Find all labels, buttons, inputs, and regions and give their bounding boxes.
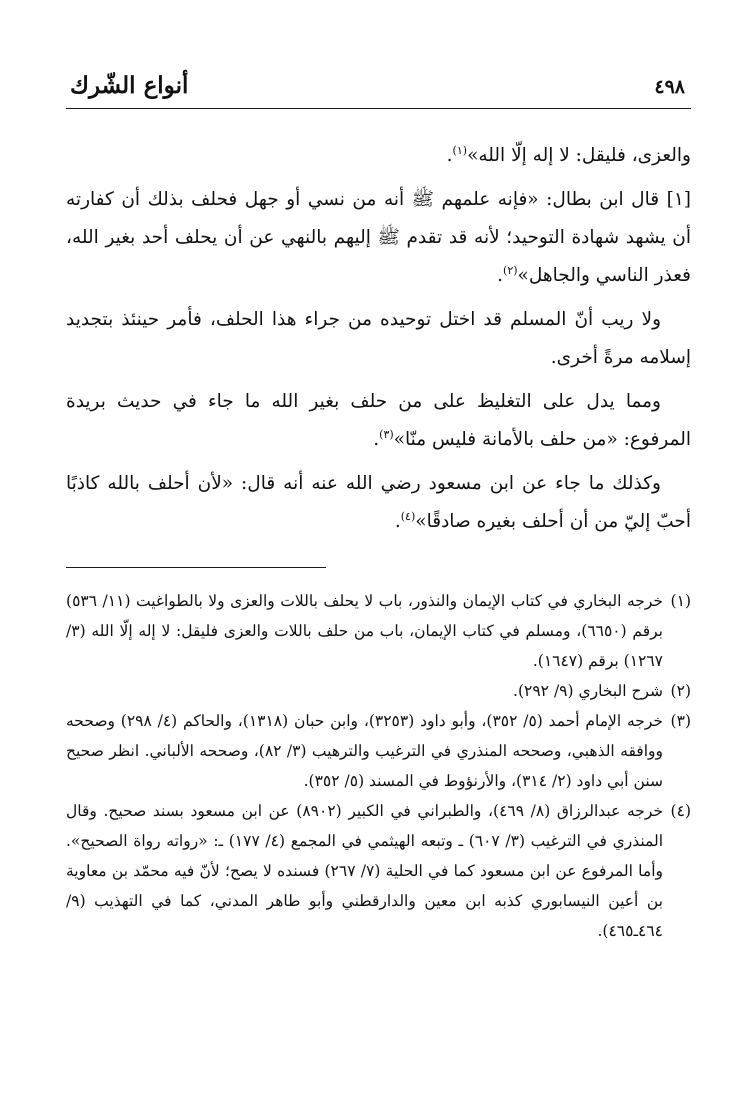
- footnote-text: خرجه عبدالرزاق (٨/ ٤٦٩)، والطبراني في الكبير (٨٩٠٢) عن ابن مسعود بسند صحيح. وقال المنذري في الترغيب (٣/ ٦٠٧) ـ وتبعه الهيثمي في المجمع (٤/ ١٧٧) ـ: «رواته رواة الصحيح». وأما المرفوع عن ابن مسعود كما في الحلية (٧/ ٢٦٧) فسنده لا يصح؛ لأنّ فيه محمّد بن معاوية بن أعين النيسابوري كذبه ابن معين والدارقطني وأبو طاهر المدني، كما في التهذيب (٩/ ٤٦٤ـ٤٦٥).: [66, 802, 664, 940]
- paragraph-3-text: ولا ريب أنّ المسلم قد اختل توحيده من جراء هذا الحلف، فأمر حينئذ بتجديد إسلامه مرةً أخرى.: [66, 309, 691, 368]
- footnote-ref-3: (٣): [379, 427, 394, 441]
- paragraph-5-text: وكذلك ما جاء عن ابن مسعود رضي الله عنه أنه قال: «لأن أحلف بالله كاذبًا أحبّ إليّ من أن أحلف بغيره صادقًا»: [66, 473, 691, 532]
- footnote-text: شرح البخاري (٩/ ٢٩٢).: [513, 682, 663, 700]
- footnote-number: (٣): [670, 712, 691, 730]
- footnote-ref-1: (١): [452, 143, 468, 157]
- footnote-text: خرجه الإمام أحمد (٥/ ٣٥٢)، وأبو داود (٣٢٥٣)، وابن حبان (١٣١٨)، والحاكم (٤/ ٢٩٨) وصححه ووافقه الذهبي، وصححه المنذري في الترغيب والترهيب (٣/ ٨٢)، وصححه الألباني. انظر صحيح سنن أبي داود (٢/ ٣١٤)، والأرنؤوط في المسند (٥/ ٣٥٢).: [66, 712, 664, 790]
- paragraph-5-tail: .: [394, 511, 401, 532]
- paragraph-4-text: ومما يدل على التغليظ على من حلف بغير الله ما جاء في حديث بريدة المرفوع: «من حلف بالأمانة فليس منّا»: [66, 391, 691, 450]
- paragraph-2: [66, 181, 691, 295]
- paragraph-1: [66, 137, 691, 175]
- footnote-4: [66, 796, 691, 946]
- book-page: [66, 70, 691, 1070]
- footnote-ref-2: (٢): [503, 263, 518, 277]
- paragraph-4-tail: .: [373, 429, 380, 450]
- footnote-separator: [66, 567, 326, 568]
- main-text: [66, 137, 691, 541]
- chapter-title: أنواع الشّرك: [70, 72, 189, 99]
- paragraph-3: [66, 301, 691, 377]
- footnote-number: (٢): [670, 682, 691, 700]
- paragraph-2-text: [١] قال ابن بطال: «فإنه علمهم ﷺ أنه من نسي أو جهل فحلف بذلك أن كفارته أن يشهد شهادة التوحيد؛ لأنه قد تقدم ﷺ إليهم بالنهي عن أن يحلف أحد بغير الله، فعذر الناسي والجاهل»: [66, 189, 691, 286]
- footnote-ref-4: (٤): [400, 509, 416, 523]
- footnote-text: خرجه البخاري في كتاب الإيمان والنذور، باب لا يحلف باللات والعزى ولا بالطواغيت (١١/ ٥٣٦) برقم (٦٦٥٠)، ومسلم في كتاب الإيمان، باب من حلف باللات والعزى فليقل: لا إله إلّا الله (٣/ ١٢٦٧) برقم (١٦٤٧).: [66, 592, 663, 670]
- footnotes: [66, 586, 691, 946]
- footnote-3: [66, 706, 691, 796]
- footnote-1: [66, 586, 691, 676]
- footnote-number: (٤): [670, 802, 691, 820]
- paragraph-1-tail: .: [446, 145, 453, 166]
- page-number: ٤٩٨: [654, 76, 685, 98]
- running-head: [66, 70, 691, 109]
- footnote-2: [66, 676, 691, 706]
- paragraph-2-tail: .: [497, 265, 504, 286]
- paragraph-1-text: والعزى، فليقل: لا إله إلّا الله»: [467, 145, 691, 166]
- paragraph-4: [66, 383, 691, 459]
- paragraph-5: [66, 465, 691, 541]
- footnote-number: (١): [670, 592, 691, 610]
